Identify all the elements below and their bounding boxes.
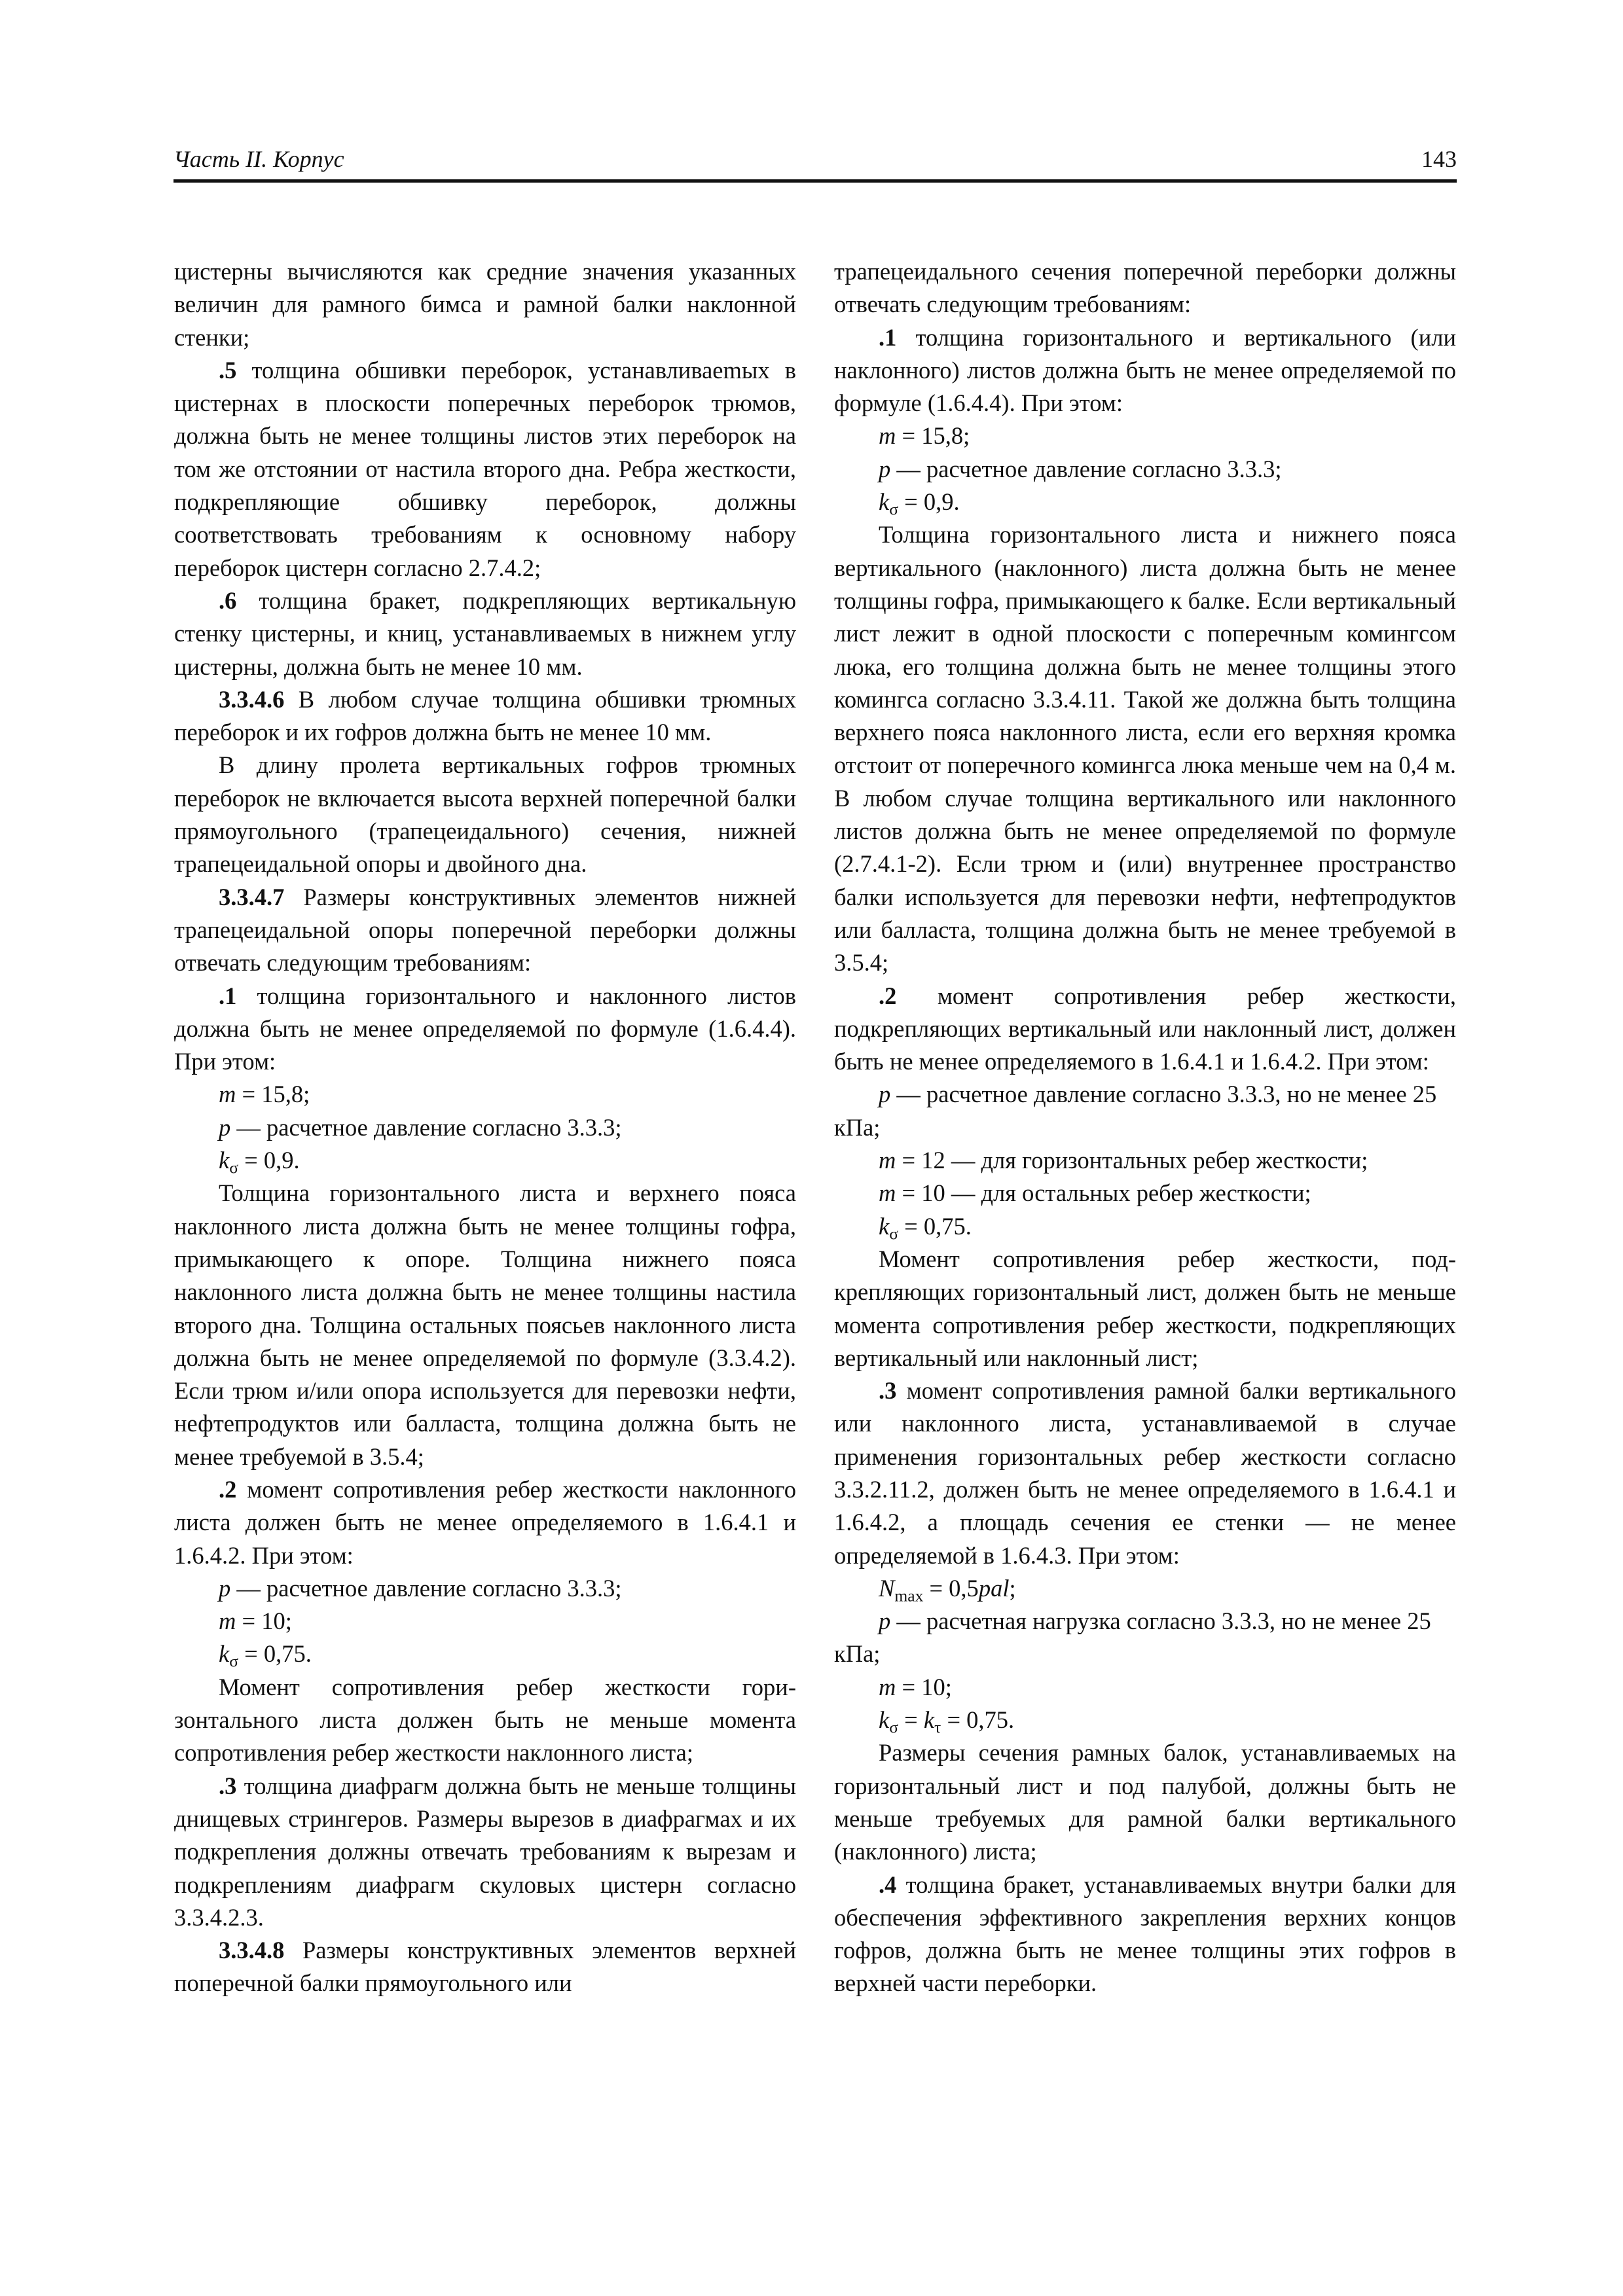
paragraph-text: цистерны вычисляются как средние значения указанных величин для рамного бимса и рамной балки наклонной стенки; xyxy=(174,258,796,351)
formula-variable: p xyxy=(879,1607,891,1635)
item-text: толщина обшивки переборок, устанавливаеmых в цистернах в плоскости поперечных переборок трюмов, должна быть не менее толщины листов этих переборок на том же отстоянии от настила второго дна. Ребра жесткости, подкрепляющие обшивку переборок, должны соответствовать требованиям к основному набору переборок цистерн согласно 2.7.4.2; xyxy=(174,356,796,581)
formula-line xyxy=(834,453,1456,486)
header-title: Часть II. Корпус xyxy=(173,146,344,172)
formula-text: = 0,75. xyxy=(898,1212,972,1240)
formula-text: ; xyxy=(1009,1574,1016,1602)
formula-text: = 0,9. xyxy=(238,1147,300,1174)
paragraph-text: Толщина горизонтального листа и верхнего пояса наклонного листа должна быть не менее толщины гофра, примыкающего к опоре. Толщина нижнего пояса наклонного листа должна быть не менее толщины настила второго дна. Толщина остальных поясьев наклонного листа должна быть не менее определяемой по формуле (3.3.4.2). Если трюм и/или опора используется для перевозки нефти, нефтепродуктов или балласта, толщина должна быть не менее требуемой в 3.5.4; xyxy=(174,1179,796,1470)
numbered-item xyxy=(174,980,796,1079)
item-text: момент сопротивления ребер жесткости, подкрепляющих вертикальный или наклонный лист, должен быть не менее определяемого в 1.6.4.1 и 1.6.4.2. При этом: xyxy=(834,982,1456,1075)
item-number: .4 xyxy=(879,1871,897,1898)
formula-line xyxy=(834,1144,1456,1177)
page-number: 143 xyxy=(1421,146,1457,172)
formula-line xyxy=(174,1111,796,1144)
formula-text: — расчетное давление согласно 3.3.3; xyxy=(230,1113,622,1141)
right-column xyxy=(834,255,1456,2000)
formula-line xyxy=(834,1078,1456,1144)
item-text: момент сопротивления ребер жесткости наклонного листа должен быть не менее определяемого в 1.6.4.1 и 1.6.4.2. При этом: xyxy=(174,1475,796,1569)
item-number: .3 xyxy=(879,1377,897,1405)
formula-line xyxy=(834,1210,1456,1243)
formula-text: = xyxy=(898,1706,924,1734)
formula-variable: N xyxy=(879,1574,895,1602)
numbered-item xyxy=(174,354,796,584)
item-number: 3.3.4.6 xyxy=(219,685,285,713)
formula-variable: p xyxy=(219,1113,231,1141)
item-number: .2 xyxy=(879,982,897,1009)
formula-subscript: max xyxy=(894,1586,924,1605)
formula-text: = 10; xyxy=(896,1673,952,1700)
formula-variable: m xyxy=(879,1147,896,1174)
formula-variable: k xyxy=(219,1640,230,1668)
formula-text: = 15,8; xyxy=(896,422,970,450)
item-number: 3.3.4.7 xyxy=(219,883,285,910)
formula-line xyxy=(174,1638,796,1670)
formula-text: — расчетное давление согласно 3.3.3; xyxy=(890,455,1282,482)
formula-variable: k xyxy=(879,1212,890,1240)
formula-variable: k xyxy=(879,1706,890,1734)
item-text: В любом случае толщина обшивки трюмных переборок и их гофров должна быть не менее 10 мм. xyxy=(174,685,796,746)
formula-variable: k xyxy=(219,1147,230,1174)
paragraph xyxy=(834,1243,1456,1374)
paragraph xyxy=(174,1671,796,1770)
item-number: .3 xyxy=(219,1772,237,1799)
formula-subscript: τ xyxy=(934,1717,941,1737)
formula-text: — расчетное давление согласно 3.3.3; xyxy=(230,1574,622,1602)
item-text: Размеры конструктивных элементов верхней поперечной балки прямоугольного или xyxy=(174,1937,796,1997)
formula-text: = 15,8; xyxy=(236,1081,310,1108)
paragraph-text: Размеры сечения рамных балок, устанавливаемых на горизонтальный лист и под палубой, должны быть не меньше требуемых для рамной балки вертикального (наклонного) листа; xyxy=(834,1739,1456,1865)
item-number: .6 xyxy=(219,586,237,614)
formula-variable: m xyxy=(219,1607,236,1635)
left-column xyxy=(174,255,796,2000)
item-number: 3.3.4.8 xyxy=(219,1937,285,1964)
formula-text: = 10; xyxy=(236,1607,292,1635)
item-number: .1 xyxy=(219,982,237,1009)
formula-line xyxy=(174,1144,796,1177)
formula-variable: p xyxy=(879,1081,891,1108)
item-text: толщина диафрагм должна быть не меньше толщины днищевых стрингеров. Размеры вырезов в диафрагмах и их подкрепления должны отвечать требованиям к вырезам и подкреплениям диафрагм скуловых цистерн согласно 3.3.4.2.3. xyxy=(174,1772,796,1931)
formula-line xyxy=(834,1177,1456,1210)
formula-variable: m xyxy=(879,1179,896,1207)
formula-subscript: σ xyxy=(889,499,898,519)
numbered-item xyxy=(174,881,796,980)
formula-subscript: σ xyxy=(889,1224,898,1244)
item-number: .2 xyxy=(219,1475,237,1503)
formula-variable: p xyxy=(219,1574,231,1602)
formula-text: = 12 — для горизонтальных ребер жесткости; xyxy=(896,1147,1368,1174)
item-text: толщина бракет, подкрепляющих вертикальную стенку цистерны, и книц, устанавливаемых в нижнем углу цистерны, должна быть не менее 10 мм. xyxy=(174,586,796,680)
item-text: толщина бракет, устанавливаемых внутри балки для обеспечения эффективного закрепления верхних концов гофров, должна быть не менее толщины этих гофров в верхней части переборки. xyxy=(834,1871,1456,1997)
formula-line xyxy=(834,1704,1456,1736)
formula-variable: k xyxy=(923,1706,935,1734)
item-text: Размеры конструктивных элементов нижней трапецеидальной опоры поперечной переборки должны отвечать следующим требованиям: xyxy=(174,883,796,977)
numbered-item xyxy=(174,584,796,683)
formula-line xyxy=(834,1605,1456,1671)
paragraph xyxy=(174,749,796,880)
formula-variable: m xyxy=(219,1081,236,1108)
numbered-item xyxy=(174,683,796,749)
formula-line xyxy=(834,1572,1456,1605)
numbered-item xyxy=(834,1374,1456,1572)
numbered-item xyxy=(834,321,1456,420)
formula-variable: pal xyxy=(978,1574,1010,1602)
formula-subscript: σ xyxy=(229,1652,238,1672)
numbered-item xyxy=(834,1869,1456,2000)
item-text: толщина горизонтального и наклонного листов должна быть не менее определяемой по формуле (1.6.4.4). При этом: xyxy=(174,982,796,1075)
formula-subscript: σ xyxy=(889,1717,898,1737)
paragraph-continued xyxy=(834,255,1456,321)
numbered-item xyxy=(174,1770,796,1934)
formula-text: = 0,5 xyxy=(923,1574,979,1602)
formula-variable: p xyxy=(879,455,891,482)
item-text: толщина горизонтального и вертикального (или наклонного) листов должна быть не менее определяемой по формуле (1.6.4.4). При этом: xyxy=(834,323,1456,417)
formula-line xyxy=(834,420,1456,452)
formula-line xyxy=(834,1671,1456,1704)
paragraph-text: В длину пролета вертикальных гофров трюмных переборок не включается высота верхней поперечной балки прямоугольного (трапецеидального) сечения, нижней трапецеидальной опоры и двойного дна. xyxy=(174,751,796,878)
item-number: .5 xyxy=(219,356,237,384)
formula-text: — расчетная нагрузка согласно 3.3.3, но не менее 25 кПа; xyxy=(834,1607,1431,1668)
paragraph-continued xyxy=(174,255,796,354)
formula-line xyxy=(174,1605,796,1638)
numbered-item xyxy=(834,980,1456,1079)
formula-line xyxy=(174,1572,796,1605)
formula-text: = 0,9. xyxy=(898,488,960,516)
formula-variable: m xyxy=(879,1673,896,1700)
numbered-item xyxy=(174,1473,796,1572)
item-number: .1 xyxy=(879,323,897,351)
paragraph xyxy=(174,1177,796,1473)
paragraph-text: Момент сопротивления ребер жесткости, подкрепляющих горизонтальный лист, должен быть не меньше момента сопротивления ребер жесткости, подкрепляющих вертикальный или наклонный лист; xyxy=(834,1245,1456,1371)
formula-text: — расчетное давление согласно 3.3.3, но не менее 25 кПа; xyxy=(834,1081,1437,1141)
running-header xyxy=(173,145,1457,183)
paragraph-text: трапецеидального сечения поперечной переборки должны отвечать следующим требованиям: xyxy=(834,258,1456,318)
numbered-item xyxy=(174,1934,796,2000)
formula-variable: k xyxy=(879,488,890,516)
formula-line xyxy=(834,486,1456,518)
formula-subscript: σ xyxy=(229,1158,238,1177)
item-text: момент сопротивления рамной балки вертикального или наклонного листа, устанавливаемой в случае применения горизонтальных ребер жесткости согласно 3.3.2.11.2, должен быть не менее определяемого в 1.6.4.1 и 1.6.4.2, а площадь сечения ее стенки — не менее определяемой в 1.6.4.3. При этом: xyxy=(834,1377,1456,1569)
formula-line xyxy=(174,1078,796,1111)
formula-text: = 0,75. xyxy=(941,1706,1015,1734)
paragraph-text: Толщина горизонтального листа и нижнего пояса вертикального (наклонного) листа должна быть не менее толщины гофра, примыкающего к балке. Если вертикальный лист лежит в одной плоскости с поперечным комингсом люка, его толщина должна быть не менее толщины этого комингса согласно 3.3.4.11. Такой же должна быть толщина верхнего пояса наклонного листа, если его верхняя кромка отстоит от поперечного комингса люка меньше чем на 0,4 м. В любом случае толщина вертикального или наклонного листов должна быть не менее определяемой по формуле (2.7.4.1-2). Если трюм и (или) внутреннее пространство балки используется для перевозки нефти, нефтепродуктов или балласта, толщина должна быть не менее требуемой в 3.5.4; xyxy=(834,521,1456,977)
paragraph xyxy=(834,1736,1456,1868)
paragraph-text: Момент сопротивления ребер жесткости горизонтального листа должен быть не меньше момента сопротивления ребер жесткости наклонного листа; xyxy=(174,1673,796,1767)
formula-text: = 10 — для остальных ребер жесткости; xyxy=(896,1179,1311,1207)
formula-text: = 0,75. xyxy=(238,1640,312,1668)
paragraph xyxy=(834,518,1456,979)
formula-variable: m xyxy=(879,422,896,450)
